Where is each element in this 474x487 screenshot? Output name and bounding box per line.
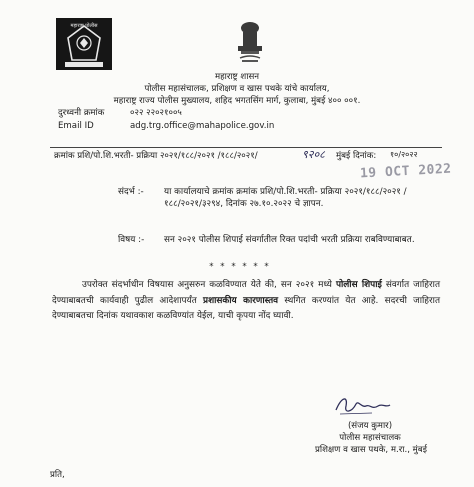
- signatory-name: (संजय कुमार): [347, 421, 393, 431]
- email-link[interactable]: adg.trg.office@mahapolice.gov.in: [130, 121, 275, 131]
- reference-number: क्रमांक प्रशि/पो.शि.भरती- प्रक्रिया २०२१/१८८/२०२१ /१८८/२०२१/: [54, 151, 258, 161]
- body-part2: संवर्गात जाहिरात देण्याबाबतची कार्यवाही पुढील आदेशापर्यंत: [52, 280, 440, 306]
- recipient-label: प्रति,: [50, 470, 65, 480]
- body-part3: स्थगित करण्यांत येत आहे. सदरची जाहिरात देण्याबाबतचा दिनांक यथावकाश कळविण्यांत येईल, याची कृपया नोंद घ्यावी.: [52, 295, 441, 322]
- body-part1: उपरोक्त संदर्भाधीन विषयास अनुसरुन कळविण्यात येते की, सन २०२१ मध्ये: [82, 280, 336, 290]
- signature-mark: [332, 392, 392, 418]
- phone-value: ०२२ २२०२१००५: [130, 108, 182, 118]
- date-blank: १०/२०२२: [390, 150, 418, 159]
- state-government-title: महाराष्ट्र शासन: [214, 72, 260, 82]
- office-address-line2: महाराष्ट्र राज्य पोलीस मुख्यालय, शहिद भगतसिंग मार्ग, कुलाबा, मुंबई ४०० ००१.: [113, 96, 361, 106]
- body-bold-administrative-reasons: प्रशासकीय कारणास्तव: [203, 295, 279, 306]
- email-label: Email ID: [58, 121, 94, 131]
- sandarbh-text: या कार्यालयाचे क्रमांक क्रमांक प्रशि/पो.शि.भरती- प्रक्रिया २०२१/१८८/२०२१ /१८८/२०२१/३२९४, दिनांक २७.१०.२०२२ चे ज्ञापन.: [164, 187, 407, 209]
- section-divider-stars: * * * * * *: [209, 262, 271, 272]
- maharashtra-police-logo: [56, 18, 112, 70]
- signatory-office: प्रशिक्षण व खास पथके, म.रा., मुंबई: [315, 445, 427, 455]
- date-label: मुंबई दिनांक:: [336, 151, 377, 161]
- body-bold-police-constable: पोलीस शिपाई: [335, 280, 382, 290]
- signatory-designation: पोलीस महासंचालक: [339, 433, 401, 443]
- signature-scribble-icon: [332, 392, 392, 418]
- ashoka-emblem: [232, 20, 268, 64]
- handwritten-number: ९२०८: [302, 148, 325, 161]
- sandarbh-label: संदर्भ :-: [118, 187, 144, 197]
- emblem-icon: [232, 20, 268, 64]
- date-stamp: 19 OCT 2022: [359, 161, 452, 182]
- phone-label: दुरध्वनी क्रमांक: [58, 108, 105, 118]
- vishay-text: सन २०२१ पोलीस शिपाई संवर्गातील रिक्त पदांची भरती प्रक्रिया राबविण्याबाबत.: [164, 235, 415, 245]
- vishay-label: विषय :-: [118, 235, 145, 245]
- header-divider: [50, 147, 442, 148]
- logo-text: महाराष्ट्र पोलीस: [70, 23, 98, 29]
- body-paragraph: [52, 278, 440, 325]
- office-address-line1: पोलीस महासंचालक, प्रशिक्षण व खास पथके यांचे कार्यालय,: [144, 84, 330, 94]
